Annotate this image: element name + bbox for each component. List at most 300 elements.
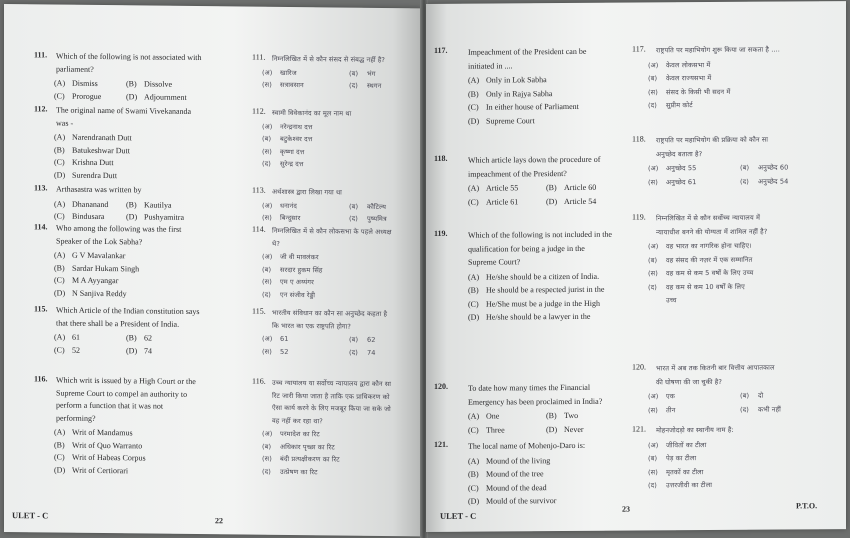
option-text: Writ of Certiorari (72, 465, 129, 475)
option-label: (C) (468, 425, 479, 435)
answer-option (262, 467, 318, 476)
option-label: (B) (126, 79, 137, 89)
answer-option (262, 253, 319, 262)
answer-option (54, 199, 108, 210)
option-label: (अ) (648, 60, 659, 69)
option-label: (द) (648, 481, 657, 490)
answer-option (349, 215, 387, 224)
question (434, 228, 634, 322)
question (632, 211, 822, 305)
question-number: 111. (34, 50, 48, 60)
option-label: (द) (262, 290, 271, 299)
answer-option (546, 424, 584, 434)
option-text: एम ए अय्यंगर (280, 277, 314, 287)
question-text-line: Emergency has been proclaimed in India? (468, 396, 603, 407)
answer-option (262, 160, 304, 169)
option-label: (अ) (648, 242, 659, 251)
answer-option (648, 242, 752, 251)
question-text (468, 228, 612, 270)
option-label: (C) (468, 197, 479, 207)
answer-option (54, 288, 127, 299)
option-label: (B) (468, 469, 479, 479)
answer-option (546, 196, 596, 206)
footer-code: ULET - C (12, 510, 49, 521)
option-label: (अ) (262, 429, 273, 438)
option-label: (स) (262, 347, 272, 356)
question-text-line: parliament? (56, 64, 94, 74)
option-label: (द) (740, 405, 749, 414)
question (632, 423, 822, 490)
question-text-line: थे? (272, 239, 280, 248)
question (252, 52, 422, 90)
option-text: Only in Lok Sabha (486, 75, 547, 85)
question-text-line: भारत में अब तक कितनी बार वित्तीय आपातकाल (656, 363, 775, 373)
answer-option (262, 347, 289, 356)
option-text: Never (564, 424, 584, 434)
answer-option (648, 101, 693, 110)
question-text-line: Supreme Court to compel an authority to (56, 388, 188, 399)
option-label: (C) (468, 102, 479, 112)
option-label: (अ) (262, 68, 273, 77)
option-label: (D) (468, 496, 480, 506)
option-text: उत्प्रेषण का रिट (280, 467, 318, 476)
option-label: (B) (468, 89, 479, 99)
answer-option (468, 298, 600, 309)
answer-option (262, 135, 312, 144)
question-text-line: Supreme Court? (468, 257, 521, 267)
option-text: केवल लोकसभा में (666, 60, 711, 69)
option-text: 52 (280, 347, 289, 356)
question-text (56, 375, 196, 426)
question-text (272, 107, 351, 120)
option-text: धनानंद (280, 201, 297, 210)
question-text-line: was - (56, 118, 74, 128)
right-hindi-column (632, 1, 828, 530)
option-text: अनुच्छेद 54 (758, 176, 789, 186)
option-text: Batukeshwar Dutt (72, 145, 130, 155)
option-label: (A) (468, 456, 480, 466)
question-number: 116. (252, 376, 266, 386)
question-text (56, 184, 142, 197)
option-text: Writ of Mandamus (72, 427, 133, 438)
question-text-line: राष्ट्रपति पर महाभियोग की प्रक्रिया को कौन सा (656, 135, 769, 145)
question-text-line: perform a function that it was not (56, 400, 164, 411)
page-number: 22 (215, 516, 223, 526)
answer-option (740, 163, 788, 172)
question-text (468, 381, 602, 409)
answer-option (54, 345, 80, 355)
answer-option (468, 469, 544, 480)
option-label: (स) (648, 87, 658, 96)
option-label: (अ) (262, 201, 273, 210)
option-text: Mould of the survivor (486, 496, 557, 506)
option-text: Surendra Dutt (72, 170, 118, 180)
answer-option (262, 430, 320, 439)
question-text (656, 44, 780, 58)
answer-option (126, 333, 152, 343)
question-number: 115. (34, 304, 48, 314)
option-text: Article 55 (486, 183, 519, 193)
question-text-line: Impeachment of the President can be (468, 46, 587, 57)
option-text: जी वी मावलंकर (280, 252, 319, 262)
option-text: 62 (367, 335, 376, 344)
answer-option (740, 177, 788, 186)
question-text-line: Speaker of the Lok Sabha? (56, 236, 143, 246)
answer-option (648, 87, 730, 96)
option-text: सत्रावसान (280, 80, 304, 90)
option-text: He/she should be a lawyer in the (486, 311, 591, 322)
question-text (272, 307, 387, 333)
question (252, 224, 422, 299)
question-text (56, 305, 200, 332)
answer-option (468, 183, 518, 193)
question-text-line: Which writ is issued by a High Court or the (56, 375, 196, 387)
question-number: 116. (34, 374, 48, 384)
option-label: (C) (54, 157, 65, 167)
answer-option (262, 442, 335, 451)
question-text (56, 51, 202, 78)
question (434, 381, 634, 435)
option-text: सुरेन्द्र दत्त (280, 159, 304, 169)
answer-option (54, 133, 132, 144)
option-label: (D) (126, 91, 138, 101)
answer-option (54, 276, 118, 287)
option-text: कभी नहीं (758, 405, 781, 414)
answer-option (262, 201, 297, 210)
question-text-line: राष्ट्रपति पर महाभियोग शुरू किया जा सकता है .... (656, 45, 780, 55)
option-text: Mound of the tree (486, 469, 544, 479)
footer-code: ULET - C (440, 510, 477, 521)
option-label: (B) (54, 263, 65, 273)
option-label: (ब) (648, 255, 658, 264)
option-text: जीवितों का टीला (666, 440, 707, 449)
option-label: (A) (54, 199, 66, 209)
question-text (656, 424, 734, 438)
answer-option (648, 164, 696, 173)
question-text-line: भारतीय संविधान का कौन सा अनुच्छेद कहता है (272, 308, 388, 319)
option-text: Only in Rajya Sabha (486, 88, 553, 99)
answer-option (262, 335, 289, 344)
answer-option (54, 263, 139, 274)
option-label: (B) (546, 411, 557, 421)
question-text-line: Who among the following was the first (56, 223, 182, 234)
option-text: Writ of Habeas Corpus (72, 452, 146, 463)
question-text-line: The original name of Swami Vivekananda (56, 105, 192, 116)
option-label: (D) (54, 288, 66, 298)
option-text: एन संजीव रेड्डी (280, 290, 316, 299)
question-number: 111. (252, 52, 266, 62)
question-number: 117. (632, 44, 646, 54)
option-text: बटुकेश्वर दत्त (280, 134, 313, 144)
option-label: (A) (468, 183, 480, 193)
question-text (468, 45, 586, 73)
answer-option (468, 102, 579, 113)
question-text (272, 186, 342, 199)
question-text (272, 53, 385, 67)
answer-option (54, 212, 104, 223)
answer-option (262, 122, 313, 131)
option-label: (D) (54, 465, 66, 475)
option-label: (ब) (349, 69, 359, 78)
question-number: 119. (632, 212, 646, 222)
answer-option (262, 278, 314, 287)
question-number: 112. (34, 104, 48, 114)
option-label: (अ) (262, 334, 273, 343)
answer-option (648, 392, 675, 400)
answer-option (54, 428, 133, 439)
option-label: (स) (648, 177, 658, 186)
question-text-line: Which of the following is not associated with (56, 51, 202, 63)
option-label: (स) (262, 80, 272, 89)
question (252, 106, 422, 169)
answer-option (126, 79, 172, 89)
question-number: 118. (434, 153, 448, 163)
option-label: (D) (54, 170, 66, 180)
option-label: (D) (468, 116, 480, 126)
option-text: अनुच्छेद 55 (666, 164, 697, 173)
option-label: (स) (262, 454, 272, 463)
answer-option (349, 69, 376, 78)
option-text: वह संसद की नज़र में एक सम्मानित (666, 255, 753, 264)
question-text-line: रिट जारी किया जाता है ताकि एक प्राधिकरण को (272, 391, 390, 401)
option-label: (B) (468, 285, 479, 295)
answer-option (468, 483, 547, 494)
question-text (272, 225, 392, 251)
answer-option (54, 79, 98, 89)
option-text: 61 (72, 332, 80, 342)
option-label: (द) (262, 159, 271, 168)
question-text (468, 153, 600, 181)
question (252, 376, 422, 476)
option-text: उत्तरजीवी का टीला (666, 481, 713, 490)
option-label: (A) (468, 75, 480, 85)
option-label: (B) (546, 183, 557, 193)
answer-option (468, 425, 505, 435)
answer-option (54, 145, 130, 156)
answer-option (648, 282, 745, 291)
option-label: (द) (648, 282, 657, 291)
option-label: (द) (262, 467, 271, 476)
question-number: 119. (434, 228, 448, 238)
option-label: (A) (468, 272, 480, 282)
option-text: He/She must be a judge in the High (486, 298, 600, 309)
answer-option (648, 269, 753, 278)
left-page (4, 4, 422, 536)
question-text-line: performing? (56, 413, 96, 423)
option-text: Three (486, 424, 505, 435)
answer-option (740, 405, 781, 414)
question-text-line: ऐसा कार्य करने के लिए मजबूर किया जा सके जो (272, 403, 391, 414)
option-label: (ब) (349, 335, 359, 344)
option-label: (ब) (262, 442, 272, 451)
option-label: (स) (262, 277, 272, 286)
question (252, 306, 422, 357)
answer-option (54, 333, 80, 343)
question-text-line: Which Article of the Indian constitution says (56, 305, 200, 317)
answer-option (468, 411, 499, 421)
option-label: (A) (54, 427, 66, 437)
option-label: (ब) (740, 391, 750, 400)
option-label: (C) (468, 483, 479, 493)
right-english-column (434, 3, 634, 532)
option-label: (C) (54, 91, 65, 101)
pto-label: P.T.O. (796, 501, 818, 511)
question-text-line: स्वामी विवेकानंद का मूल नाम था (272, 108, 352, 118)
question-number: 113. (252, 185, 266, 195)
option-text: स्थगन (367, 81, 382, 90)
answer-option (468, 285, 604, 296)
question-text (468, 439, 585, 453)
answer-option (262, 68, 297, 77)
option-text: अनुच्छेद 60 (758, 163, 789, 172)
option-text: मृतकों का टीला (666, 467, 704, 476)
question (434, 153, 634, 207)
option-text: दो (758, 391, 764, 400)
option-label: (ब) (648, 454, 658, 463)
left-english-column (34, 4, 249, 534)
option-label: (D) (126, 212, 138, 222)
option-label: (B) (54, 440, 65, 450)
question-text (56, 105, 191, 131)
option-label: (ब) (262, 265, 272, 274)
answer-option (648, 441, 706, 450)
option-text: Bindusara (72, 211, 105, 222)
option-label: (ब) (262, 134, 272, 143)
option-text: He should be a respected jurist in the (486, 284, 605, 295)
option-text: कृष्णा दत्त (280, 147, 305, 156)
question-text-line: qualification for being a judge in the (468, 243, 585, 254)
option-text: Krishna Dutt (72, 157, 114, 168)
option-label: (द) (740, 177, 749, 186)
question (632, 43, 822, 110)
option-label: (द) (349, 214, 358, 223)
question-number: 118. (632, 134, 646, 144)
option-text: Article 54 (564, 196, 597, 206)
question-text-line: The local name of Mohenjo-Daro is: (468, 440, 586, 451)
option-text: G V Mavalankar (72, 250, 126, 261)
answer-option (546, 183, 596, 193)
option-text: N Sanjiva Reddy (72, 288, 127, 298)
question-text-line: initiated in .... (468, 60, 513, 71)
option-label: (D) (546, 196, 558, 206)
option-text: बंदी प्रत्यक्षीकरण का रिट (280, 454, 340, 464)
answer-option (648, 74, 711, 83)
answer-option (648, 255, 752, 264)
option-label: (D) (546, 424, 558, 434)
option-text: अनुच्छेद 61 (666, 177, 697, 186)
option-text: सरदार हुकम सिंह (280, 265, 323, 274)
option-text: Mound of the living (486, 455, 551, 466)
answer-option (262, 455, 340, 464)
option-label: (ब) (648, 74, 658, 83)
answer-option (262, 81, 304, 90)
question-text-line: अर्थशास्त्र द्वारा लिखा गया था (272, 187, 342, 197)
option-text: Dismiss (72, 78, 98, 88)
question-text-line: Arthasastra was written by (56, 184, 142, 195)
option-text: He/she should be a citizen of India. (486, 271, 600, 282)
option-label: (A) (54, 332, 66, 342)
answer-option (54, 158, 114, 169)
option-label: (D) (126, 345, 138, 355)
answer-option (262, 265, 323, 274)
option-text: 52 (72, 345, 80, 355)
answer-option (648, 468, 703, 477)
answer-option (262, 147, 304, 156)
option-text: सुप्रीम कोर्ट (666, 101, 693, 110)
option-text: 62 (144, 333, 152, 343)
option-text: Two (564, 410, 579, 421)
answer-option (262, 290, 315, 299)
option-text: खारिज (280, 68, 297, 77)
option-label: (A) (54, 250, 66, 260)
question-number: 121. (632, 424, 646, 434)
option-label: (स) (262, 213, 272, 222)
answer-option (54, 251, 125, 262)
answer-option (468, 197, 518, 207)
question-text-line: मोहनजोदड़ो का स्थानीय नाम है: (656, 425, 734, 435)
answer-option (546, 411, 578, 421)
option-text: परमादेश का रिट (280, 429, 320, 439)
option-label: (C) (54, 452, 65, 462)
option-text: Sardar Hukam Singh (72, 263, 140, 273)
answer-option (54, 465, 128, 476)
question-number: 121. (434, 439, 448, 449)
option-label: (C) (54, 275, 65, 285)
option-label: (स) (262, 147, 272, 156)
question-text-line: निम्नलिखित में से कौन सर्वोच्च न्यायालय में (656, 213, 761, 223)
answer-option (54, 453, 146, 464)
answer-option (468, 116, 535, 126)
question-text (656, 134, 768, 162)
answer-option (740, 392, 763, 400)
question-number: 113. (34, 183, 48, 193)
question-text-line: वह नहीं कर रहा था? (272, 416, 323, 425)
option-text: Prorogue (72, 91, 102, 101)
option-label: (अ) (648, 440, 659, 449)
question-number: 115. (252, 306, 266, 316)
answer-option (126, 200, 172, 210)
question-text-line: अनुच्छेद बताता है? (656, 149, 703, 158)
option-text: Article 60 (564, 182, 597, 193)
option-text: वह भारत का नागरिक होना चाहिए। (666, 241, 752, 251)
answer-option (349, 348, 376, 357)
answer-option (468, 271, 599, 282)
option-label: (C) (54, 345, 65, 355)
answer-option (468, 89, 552, 100)
answer-option (126, 92, 187, 103)
question-number: 120. (632, 362, 646, 372)
answer-option (54, 170, 117, 181)
answer-option (468, 75, 547, 86)
option-label: (स) (648, 269, 658, 278)
answer-option (648, 178, 696, 187)
answer-option (648, 61, 710, 70)
option-text: One (486, 411, 500, 421)
option-label: (स) (648, 467, 658, 476)
option-text: Dhananand (72, 199, 109, 209)
option-text: Narendranath Dutt (72, 132, 132, 143)
option-label: (अ) (648, 392, 659, 401)
option-text: केवल राज्यसभा में (666, 74, 712, 83)
question-text-line: की घोषणा की जा चुकी है? (656, 377, 722, 386)
question (434, 45, 634, 126)
option-text: M A Ayyangar (72, 275, 119, 286)
answer-option (468, 312, 590, 323)
question-text-line: न्यायाधीश बनने की योग्यता में शामिल नहीं है? (656, 227, 768, 236)
option-text: पेड़ का टीला (666, 454, 697, 463)
answer-option (54, 440, 142, 451)
option-text: Kautilya (144, 199, 172, 210)
